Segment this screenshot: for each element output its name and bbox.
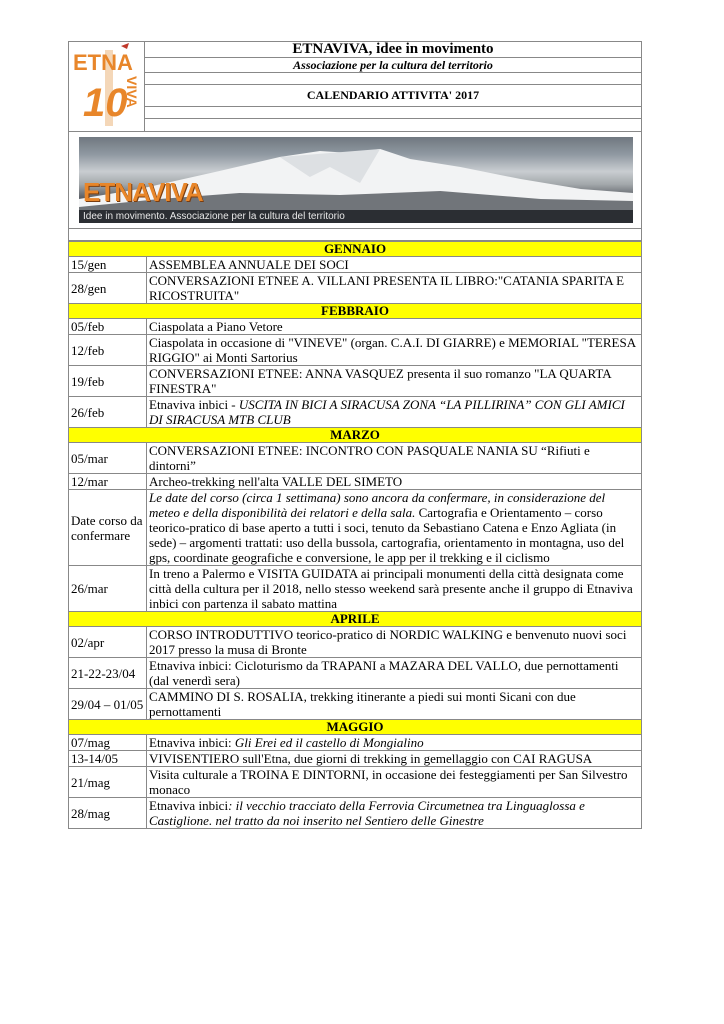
- banner-caption: Idee in movimento. Associazione per la cultura del territorio: [79, 210, 633, 223]
- event-description: [147, 751, 642, 767]
- event-date: 28/mag: [69, 798, 147, 829]
- event-date: 07/mag: [69, 735, 147, 751]
- event-description: [147, 273, 642, 304]
- event-row: [69, 474, 642, 490]
- event-description: [147, 443, 642, 474]
- event-date: Date corso da confermare: [69, 490, 147, 566]
- etnaviva-logo: [69, 42, 143, 130]
- banner-logo-text: ETNAVIVA: [83, 177, 203, 207]
- event-date: 12/mar: [69, 474, 147, 490]
- event-description: [147, 319, 642, 335]
- month-name: GENNAIO: [69, 242, 642, 257]
- event-row: [69, 257, 642, 273]
- event-text: Etnaviva inbici: [149, 798, 229, 813]
- event-text: CONVERSAZIONI ETNEE A. VILLANI PRESENTA IL LIBRO:"CATANIA SPARITA E RICOSTRUITA": [149, 273, 625, 303]
- event-row: [69, 689, 642, 720]
- event-description: [147, 566, 642, 612]
- event-description: [147, 257, 642, 273]
- event-date: 13-14/05: [69, 751, 147, 767]
- logo-text: ETNA: [73, 50, 133, 75]
- month-header: [69, 428, 642, 443]
- event-date: 05/feb: [69, 319, 147, 335]
- event-date: 21-22-23/04: [69, 658, 147, 689]
- month-name: APRILE: [69, 612, 642, 627]
- event-text: CONVERSAZIONI ETNEE: INCONTRO CON PASQUALE NANIA SU “Rifiuti e dintorni”: [149, 443, 590, 473]
- document-page: [68, 41, 642, 829]
- event-text: Etnaviva inbici: Cicloturismo da TRAPANI a MAZARA DEL VALLO, due pernottamenti (dal venerdì sera): [149, 658, 619, 688]
- event-text: Etnaviva inbici -: [149, 397, 239, 412]
- event-text: In treno a Palermo e VISITA GUIDATA ai principali monumenti della città designata come città della cultura per il 2018, nello stesso weekend sarà presente anche il gruppo di Etnaviva inbici con partenza il sabato mattina: [149, 566, 633, 611]
- event-text: VIVISENTIERO sull'Etna, due giorni di trekking in gemellaggio con CAI RAGUSA: [149, 751, 593, 766]
- event-text: ASSEMBLEA ANNUALE DEI SOCI: [149, 257, 349, 272]
- event-row: [69, 319, 642, 335]
- event-date: 26/feb: [69, 397, 147, 428]
- event-text: CORSO INTRODUTTIVO teorico-pratico di NORDIC WALKING e benvenuto nuovi soci 2017 presso la musa di Bronte: [149, 627, 627, 657]
- event-row: [69, 627, 642, 658]
- event-text: Archeo-trekking nell'alta VALLE DEL SIMETO: [149, 474, 403, 489]
- event-text: Ciaspolata a Piano Vetore: [149, 319, 283, 334]
- event-row: [69, 566, 642, 612]
- event-date: 15/gen: [69, 257, 147, 273]
- calendar-title: CALENDARIO ATTIVITA' 2017: [145, 85, 642, 107]
- event-date: 02/apr: [69, 627, 147, 658]
- event-description: [147, 735, 642, 751]
- event-description: [147, 798, 642, 829]
- page-title: ETNAVIVA, idee in movimento: [145, 42, 642, 58]
- event-text: Le date del corso (circa 1 settimana) sono ancora da confermare, in considerazione del meteo e della disponibilità dei relatori e della sala.: [149, 490, 606, 520]
- event-row: [69, 397, 642, 428]
- event-text: : il vecchio tracciato della Ferrovia Circumetnea tra Linguaglossa e Castiglione. nel tratto da noi inserito nel Sentiero delle Ginestre: [149, 798, 585, 828]
- month-name: FEBBRAIO: [69, 304, 642, 319]
- logo-cell: [69, 42, 145, 132]
- banner-cell: [69, 132, 642, 229]
- event-text: Visita culturale a TROINA E DINTORNI, in occasione dei festeggiamenti per San Silvestro monaco: [149, 767, 628, 797]
- event-description: [147, 658, 642, 689]
- event-description: [147, 490, 642, 566]
- event-description: [147, 366, 642, 397]
- event-date: 19/feb: [69, 366, 147, 397]
- event-text: CAMMINO DI S. ROSALIA, trekking itinerante a piedi sui monti Sicani con due pernottamenti: [149, 689, 576, 719]
- event-description: [147, 767, 642, 798]
- event-row: [69, 366, 642, 397]
- event-date: 28/gen: [69, 273, 147, 304]
- event-date: 29/04 – 01/05: [69, 689, 147, 720]
- month-header: [69, 720, 642, 735]
- event-date: 21/mag: [69, 767, 147, 798]
- event-description: [147, 335, 642, 366]
- calendar-table: [68, 241, 642, 829]
- event-text: CONVERSAZIONI ETNEE: ANNA VASQUEZ presenta il suo romanzo "LA QUARTA FINESTRA": [149, 366, 611, 396]
- event-row: [69, 490, 642, 566]
- event-text: Cartografia e Orientamento – corso teorico-pratico di base aperto a tutti i soci, tenuto da Sebastiano Catena e Enzo Agliata (in sede) – argomenti trattati: uso della bussola, cartografia, orientamento in montagna, uso del gps, coordinate geografiche e conversione, le app per il trekking e il ciclismo: [149, 505, 625, 565]
- event-row: [69, 443, 642, 474]
- event-text: Etnaviva inbici:: [149, 735, 235, 750]
- event-row: [69, 751, 642, 767]
- month-name: MARZO: [69, 428, 642, 443]
- month-header: [69, 242, 642, 257]
- banner-image: [79, 137, 633, 223]
- event-row: [69, 335, 642, 366]
- event-text: Gli Erei ed il castello di Mongialino: [234, 735, 424, 750]
- event-row: [69, 798, 642, 829]
- event-row: [69, 273, 642, 304]
- event-text: USCITA IN BICI A SIRACUSA ZONA “LA PILLIRINA” CON GLI AMICI DI SIRACUSA MTB CLUB: [149, 397, 625, 427]
- logo-vertical-text: VIVA: [124, 76, 140, 108]
- event-text: Ciaspolata in occasione di "VINEVE" (organ. C.A.I. DI GIARRE) e MEMORIAL "TERESA RIGGIO" ai Monti Sartorius: [149, 335, 636, 365]
- event-description: [147, 474, 642, 490]
- month-name: MAGGIO: [69, 720, 642, 735]
- page-subtitle: Associazione per la cultura del territorio: [145, 58, 642, 73]
- header-table: [68, 41, 642, 241]
- event-row: [69, 767, 642, 798]
- event-description: [147, 627, 642, 658]
- logo-flag-icon: [121, 43, 129, 49]
- month-header: [69, 612, 642, 627]
- event-date: 26/mar: [69, 566, 147, 612]
- event-row: [69, 658, 642, 689]
- logo-number: 10: [83, 81, 128, 125]
- event-date: 12/feb: [69, 335, 147, 366]
- month-header: [69, 304, 642, 319]
- event-description: [147, 689, 642, 720]
- event-description: [147, 397, 642, 428]
- event-date: 05/mar: [69, 443, 147, 474]
- event-row: [69, 735, 642, 751]
